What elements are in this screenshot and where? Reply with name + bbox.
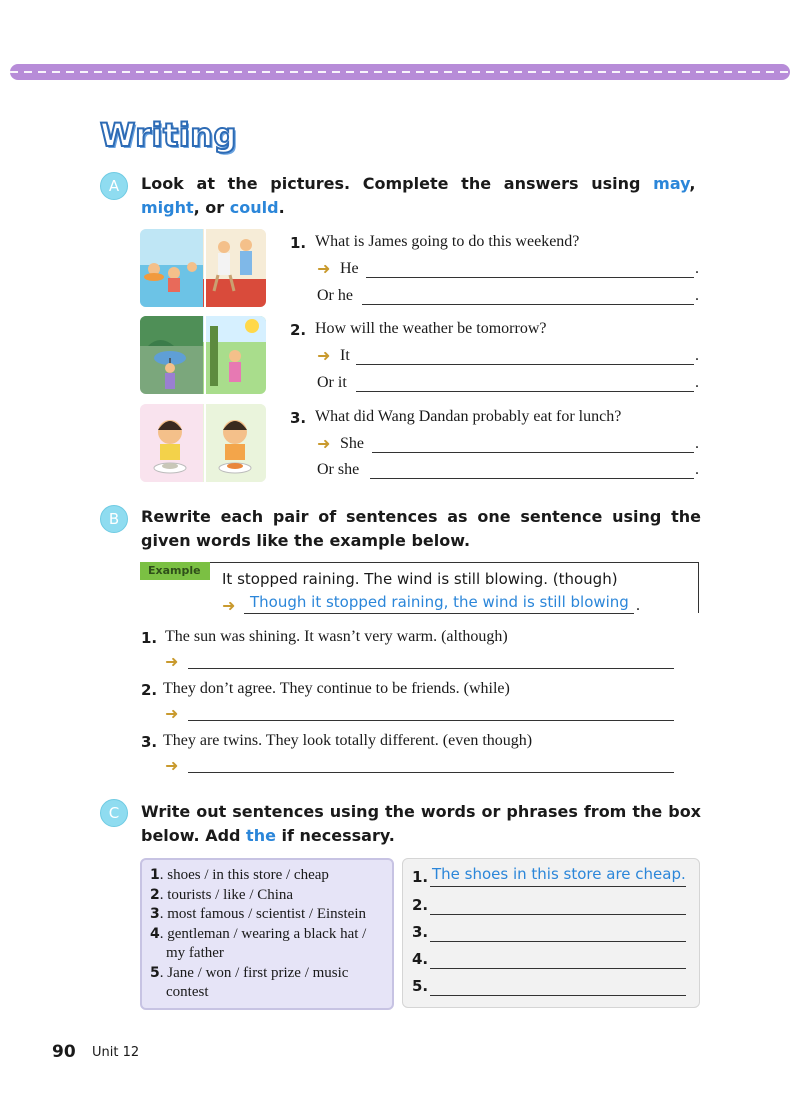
- item-1-number: 1.: [141, 629, 158, 647]
- item-3-text: They are twins. They look totally different. (even though): [163, 732, 533, 749]
- period: .: [695, 374, 699, 391]
- answer-1b-blank[interactable]: [362, 304, 694, 305]
- answer-1-number: 1.: [412, 868, 429, 886]
- question-1-number: 1.: [290, 234, 307, 252]
- word-box-item: 2. tourists / like / China: [150, 886, 294, 903]
- arrow-icon: ➜: [222, 596, 236, 615]
- word-box-item: 1. shoes / in this store / cheap: [150, 867, 329, 883]
- period: .: [695, 461, 699, 478]
- example-answer-line: [244, 613, 634, 614]
- item-3-number: 3.: [141, 733, 158, 751]
- keyword-may: may: [653, 174, 690, 193]
- answer-2a-blank[interactable]: [356, 364, 694, 365]
- question-2-text: How will the weather be tomorrow?: [315, 320, 547, 337]
- item-1-answer-blank[interactable]: [188, 668, 674, 669]
- picture-wang-dandan-lunch: [140, 404, 266, 482]
- period: .: [695, 347, 699, 364]
- arrow-icon: ➜: [317, 346, 331, 365]
- answer-1a-lead: He: [340, 260, 359, 277]
- part-b-badge: B: [100, 505, 128, 533]
- section-title: Writing: [100, 116, 237, 154]
- period: .: [695, 260, 699, 277]
- question-2-number: 2.: [290, 321, 307, 339]
- question-3-text: What did Wang Dandan probably eat for lunch?: [315, 408, 622, 425]
- page-number: 90: [52, 1042, 76, 1062]
- answer-2a-lead: It: [340, 347, 350, 364]
- part-c-badge: C: [100, 799, 128, 827]
- example-tag: Example: [140, 562, 210, 580]
- top-decorative-band: [10, 64, 790, 80]
- part-a-instruction: Look at the pictures. Complete the answers using may, might, or could.: [141, 174, 696, 217]
- word-box-item: 3. most famous / scientist / Einstein: [150, 906, 366, 922]
- period: .: [695, 287, 699, 304]
- answer-3a-blank[interactable]: [372, 452, 694, 453]
- answer-5-number: 5.: [412, 977, 429, 995]
- arrow-icon: ➜: [165, 756, 179, 775]
- picture-weather-tomorrow: [140, 316, 266, 394]
- word-box-item: contest: [166, 984, 209, 1000]
- example-answer: Though it stopped raining, the wind is still blowing: [250, 593, 629, 611]
- part-a-badge: A: [100, 172, 128, 200]
- answer-1a-blank[interactable]: [366, 277, 694, 278]
- answer-3b-lead: Or she: [317, 461, 360, 478]
- word-box-list: [150, 866, 386, 1003]
- answer-4-blank[interactable]: [430, 968, 686, 969]
- period: .: [636, 597, 640, 614]
- answer-3b-blank[interactable]: [370, 478, 694, 479]
- answer-2-number: 2.: [412, 896, 429, 914]
- example-sentence: It stopped raining. The wind is still blowing. (though): [222, 570, 618, 588]
- item-1-text: The sun was shining. It wasn’t very warm. (although): [165, 628, 508, 645]
- answer-2b-blank[interactable]: [356, 391, 694, 392]
- question-1-text: What is James going to do this weekend?: [315, 233, 580, 250]
- picture-james-weekend: [140, 229, 266, 307]
- item-2-answer-blank[interactable]: [188, 720, 674, 721]
- answer-1-blank[interactable]: [430, 886, 686, 887]
- arrow-icon: ➜: [165, 704, 179, 723]
- item-3-answer-blank[interactable]: [188, 772, 674, 773]
- answer-2-blank[interactable]: [430, 914, 686, 915]
- item-2-text: They don’t agree. They continue to be friends. (while): [163, 680, 510, 697]
- part-b-instruction: Rewrite each pair of sentences as one sentence using the given words like the example below.: [141, 507, 701, 550]
- word-box-item: 4. gentleman / wearing a black hat /: [150, 925, 367, 942]
- arrow-icon: ➜: [165, 652, 179, 671]
- item-2-number: 2.: [141, 681, 158, 699]
- word-box-item: my father: [166, 945, 224, 961]
- arrow-icon: ➜: [317, 259, 331, 278]
- keyword-might: might: [141, 198, 194, 217]
- keyword-the: the: [246, 826, 276, 845]
- answer-1b-lead: Or he: [317, 287, 353, 304]
- keyword-could: could: [229, 198, 279, 217]
- answer-4-number: 4.: [412, 950, 429, 968]
- arrow-icon: ➜: [317, 434, 331, 453]
- answer-3a-lead: She: [340, 435, 364, 452]
- answer-5-blank[interactable]: [430, 995, 686, 996]
- answer-1-text: The shoes in this store are cheap.: [432, 865, 686, 883]
- answer-2b-lead: Or it: [317, 374, 347, 391]
- question-3-number: 3.: [290, 409, 307, 427]
- unit-label: Unit 12: [92, 1045, 140, 1060]
- part-c-instruction: Write out sentences using the words or phrases from the box below. Add the if necessary.: [141, 802, 701, 845]
- answer-3-number: 3.: [412, 923, 429, 941]
- period: .: [695, 435, 699, 452]
- word-box-item: 5. Jane / won / first prize / music: [150, 964, 349, 981]
- answer-3-blank[interactable]: [430, 941, 686, 942]
